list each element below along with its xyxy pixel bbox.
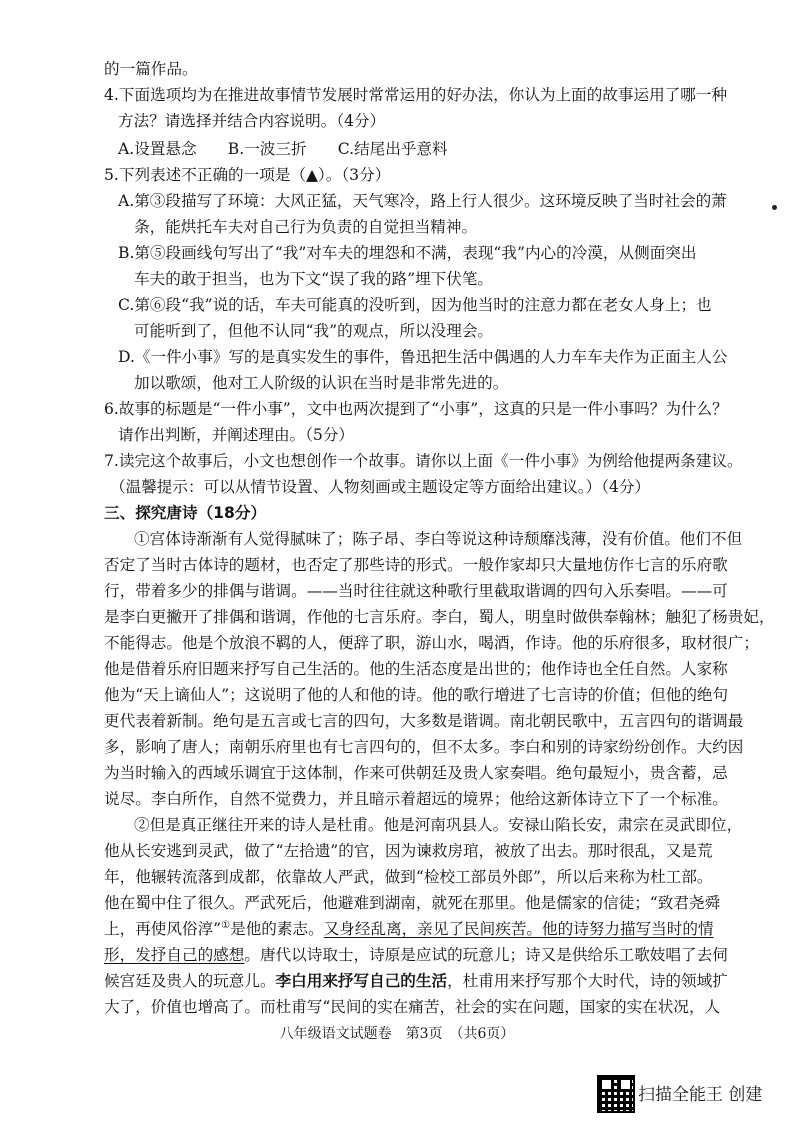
text-line: 行，带着多少的排偶与谐调。——当时往往就这种歌行里截取谐调的四句入乐奏唱。——可 [104,582,728,600]
scan-speck [772,205,777,210]
question-4-options: A.设置悬念 B.一波三折 C.结尾出乎意料 [118,140,448,158]
footnote-marker: ① [221,919,231,931]
text-line: 说尽。李白所作，自然不觉费力，并且暗示着超远的境界；他给这新体诗立下了一个标准。 [104,790,728,808]
option-b: B.第⑤段画线句写出了“我”对车夫的埋怨和不满，表现“我”内心的冷漠，从侧面突出 [118,244,697,262]
text-line: 是李白更撇开了排偶和谐调，作他的七言乐府。李白，蜀人，明皇时做供奉翰林；触犯了杨贵妃， [104,608,775,626]
text-line: 年，他辗转流落到成都，依靠故人严武，做到“检校工部员外郎”，所以后来称为杜工部。 [104,868,713,886]
paragraph-2: ②但是真正继往开来的诗人是杜甫。他是河南巩县人。安禄山陷长安，肃宗在灵武即位， [134,816,743,834]
qr-code-icon [597,1075,635,1113]
text-line: 多，影响了唐人；南朝乐府里也有七言四句的，但不太多。李白和别的诗家纷纷创作。大约因 [104,738,744,756]
paragraph-1: ①宫体诗渐渐有人觉得腻味了；陈子昂、李白等说这种诗颓靡浅薄，没有价值。他们不但 [134,530,743,548]
text-line: 他在蜀中住了很久。严武死后，他避难到湖南，就死在那里。他是儒家的信徒；“致君尧舜 [104,894,721,912]
text-span: 是他的素志。 [230,920,324,938]
question-4: 4.下面选项均为在推进故事情节发展时常常运用的好办法，你认为上面的故事运用了哪一种 [104,86,728,104]
underlined-sentence: 形，发抒自己的感想 [104,946,245,964]
question-7: 7.读完这个故事后，小文也想创作一个故事。请你以上面《一件小事》为例给他提两条建议。 [104,452,743,470]
text-line: 他为“天上谪仙人”；这说明了他的人和他的诗。他的歌行增进了七言诗的价值；但他的绝句 [104,686,729,704]
text-line [104,970,728,992]
text-span: ，杜甫用来抒写那个大时代，诗的领域扩 [447,972,728,990]
text-line: 请作出判断，并阐述理由。（5分） [118,426,355,444]
question-5: 5.下列表述不正确的一项是（▲）。（3分） [104,166,391,184]
text-span: 上，再使风俗淳” [104,920,222,938]
text-span: 候宫廷及贵人的玩意儿。 [104,972,276,990]
text-line: 他是借着乐府旧题来抒写自己生活的。他的生活态度是出世的；他作诗也全任自然。人家称 [104,660,728,678]
text-line: （温馨提示：可以从情节设置、人物刻画或主题设定等方面给出建议。）（4分） [110,478,651,496]
text-line: 更代表着新制。绝句是五言或七言的四句，大多数是谐调。南北朝民歌中，五言四句的谐调最 [104,712,744,730]
underlined-sentence: 又身经乱离，亲见了民间疾苦。他的诗努力描写当时的情 [323,920,714,938]
section-3-heading: 三、探究唐诗（18分） [104,504,267,522]
question-6: 6.故事的标题是“一件小事”，文中也两次提到了“小事”，这真的只是一件小事吗？为什么？ [104,400,728,418]
text-line: 方法？请选择并结合内容说明。（4分） [118,112,386,130]
text-line: 可能听到了，但他不认同“我”的观点，所以没理会。 [134,322,494,340]
option-a: A.第③段描写了环境：大风正猛，天气寒冷，路上行人很少。这环境反映了当时社会的萧 [118,192,727,210]
text-line: 否定了当时古体诗的题材，也否定了那些诗的形式。一般作家却只大量地仿作七言的乐府歌 [104,556,728,574]
option-c: C.第⑥段“我”说的话，车夫可能真的没听到，因为他当时的注意力都在老女人身上；也 [118,296,712,314]
text-line [104,918,714,940]
text-line: 为当时输入的西域乐调宜于这体制，作来可供朝廷及贵人家奏唱。绝句最短小，贵含蓄，忌 [104,764,728,782]
page-footer: 八年级语文试题卷 第3页 （共6页） [279,1026,515,1042]
text-line: 车夫的敢于担当，也为下文“误了我的路”埋下伏笔。 [134,270,494,288]
text-line: 不能得志。他是个放浪不羁的人，便辞了职，游山水，喝酒，作诗。他的乐府很多，取材很广； [104,634,759,652]
text-span: 。唐代以诗取士，诗原是应试的玩意儿；诗又是供给乐工歌妓唱了去伺 [244,946,728,964]
text-line: 加以歌颂，他对工人阶级的认识在当时是非常先进的。 [134,374,509,392]
scanner-watermark: 扫描全能王 创建 [638,1085,763,1105]
text-line: 他从长安逃到灵武，做了“左拾遗”的官，因为谏救房琯，被放了出去。那时很乱，又是荒 [104,842,713,860]
option-d: D.《一件小事》写的是真实发生的事件，鲁迅把生活中偶遇的人力车车夫作为正面主人公 [118,348,728,366]
text-line: 的一篇作品。 [104,60,198,78]
text-line: 大了，价值也增高了。而杜甫写“民间的实在痛苦，社会的实在问题，国家的实在状况，人 [104,998,721,1016]
bold-sentence: 李白用来抒写自己的生活 [275,971,448,990]
text-line: 条，能烘托车夫对自己行为负责的自觉担当精神。 [134,218,478,236]
text-line [104,944,728,966]
